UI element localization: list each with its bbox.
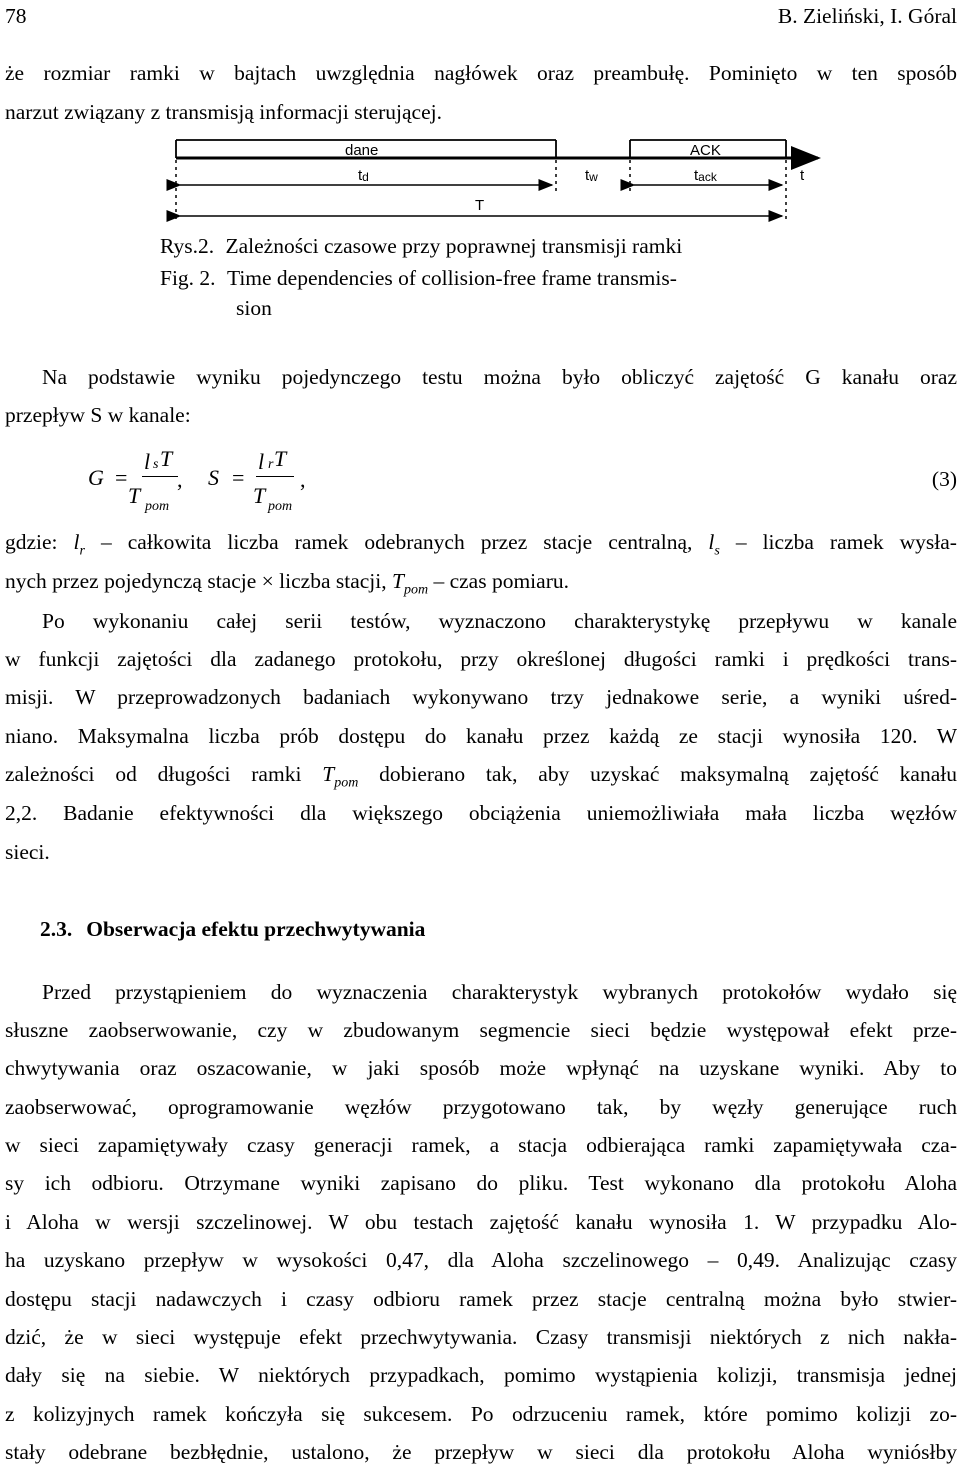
text-line: chwytywania oraz oszacowanie, w jaki sposób może wpłynąć na uzyskane wyniki. Aby to [5, 1056, 957, 1080]
figure-caption-pl: Rys.2. Zależności czasowe przy poprawnej transmisji ramki [160, 234, 683, 258]
text-line: narzut związany z transmisją informacji sterującej. [5, 100, 442, 124]
text-line: że rozmiar ramki w bajtach uwzględnia nagłówek oraz preambułę. Pominięto w ten sposób [5, 61, 957, 85]
text-line: nych przez pojedynczą stacje × liczba stacji, $T_{pom}$ – czas pomiaru. [5, 569, 569, 598]
text-line: niano. Maksymalna liczba prób dostępu do kanału przez każdą ze stacji wynosiła 120. W [5, 724, 957, 748]
page-number: 78 [5, 4, 27, 28]
text-line: przepływ S w kanale: [5, 403, 191, 427]
text-line: i Aloha w wersji szczelinowej. W obu testach zajętość kanału wynosiła 1. W przypadku Alo- [5, 1210, 957, 1234]
dane-label: dane [345, 142, 379, 159]
figure-caption-en-cont: sion [236, 296, 272, 320]
T-label: T [475, 197, 485, 214]
running-head-authors: B. Zieliński, I. Góral [777, 4, 957, 28]
text-line: ha uzyskano przepływ w wysokości 0,47, dla Aloha szczelinowego – 0,49. Analizując czasy [5, 1248, 957, 1272]
text-line: dostępu stacji nadawczych i czasy odbioru ramek przez stacje centralną można było stwier- [5, 1287, 957, 1311]
time-label: t [800, 167, 805, 184]
text-line: misji. W przeprowadzonych badaniach wykonywano trzy jednakowe serie, a wyniki uśred- [5, 685, 957, 709]
equation-number: (3) [931, 467, 957, 491]
text-line: 2,2. Badanie efektywności dla większego obciążenia uniemożliwiała mała liczba węzłów [5, 801, 957, 825]
text-line: zaobserwować, oprogramowanie węzłów przygotowano tak, by węzły generujące ruch [5, 1095, 957, 1119]
text-line: w funkcji zajętości dla zadanego protokołu, przy określonej długości ramki i prędkości trans- [5, 647, 957, 671]
tack-label: tack [694, 167, 717, 184]
text-line: Przed przystąpieniem do wyznaczenia charakterystyk wybranych protokołów wydało się [42, 980, 957, 1004]
text-line: dały się na siebie. W niektórych przypadkach, pomimo wystąpienia kolizji, transmisja jednej [5, 1363, 957, 1387]
text-line: Na podstawie wyniku pojedynczego testu można było obliczyć zajętość G kanału oraz [42, 365, 957, 389]
td-label: td [358, 167, 369, 184]
figure-caption-en: Fig. 2. Time dependencies of collision-free frame transmis- [160, 266, 677, 290]
text-line: sy ich odbioru. Otrzymane wyniki zapisano do pliku. Test wykonano dla protokołu Aloha [5, 1171, 957, 1195]
text-line: w sieci zapamiętywały czasy generacji ramek, a stacja odbierająca ramki zapamiętywała cza- [5, 1133, 957, 1157]
text-line: słuszne zaobserwowanie, czy w zbudowanym segmencie sieci będzie występował efekt prze- [5, 1018, 957, 1042]
tw-label: tw [585, 167, 598, 184]
text-line: dzić, że w sieci występuje efekt przechwytywania. Czasy transmisji niektórych z nich nakła- [5, 1325, 957, 1349]
section-heading: 2.3. Obserwacja efektu przechwytywania [40, 917, 426, 941]
text-line: stały odebrane bezbłędnie, ustalono, że przepływ w sieci dla protokołu Aloha wyniósłby [5, 1440, 957, 1464]
text-line: Po wykonaniu całej serii testów, wyznaczono charakterystykę przepływu w kanale [42, 609, 957, 633]
text-line: zależności od długości ramki $T_{pom}$ dobierano tak, aby uzyskać maksymalną zajętość kanału [5, 762, 957, 791]
text-line: z kolizyjnych ramek kończyła się sukcesem. Po odrzuceniu ramek, które pomimo kolizji zo- [5, 1402, 957, 1426]
ack-label: ACK [690, 142, 721, 159]
text-line: sieci. [5, 840, 50, 864]
text-line: gdzie: $l_r$ – całkowita liczba ramek odebranych przez stacje centralną, $l_s$ – liczba ramek wysła- [5, 530, 957, 559]
